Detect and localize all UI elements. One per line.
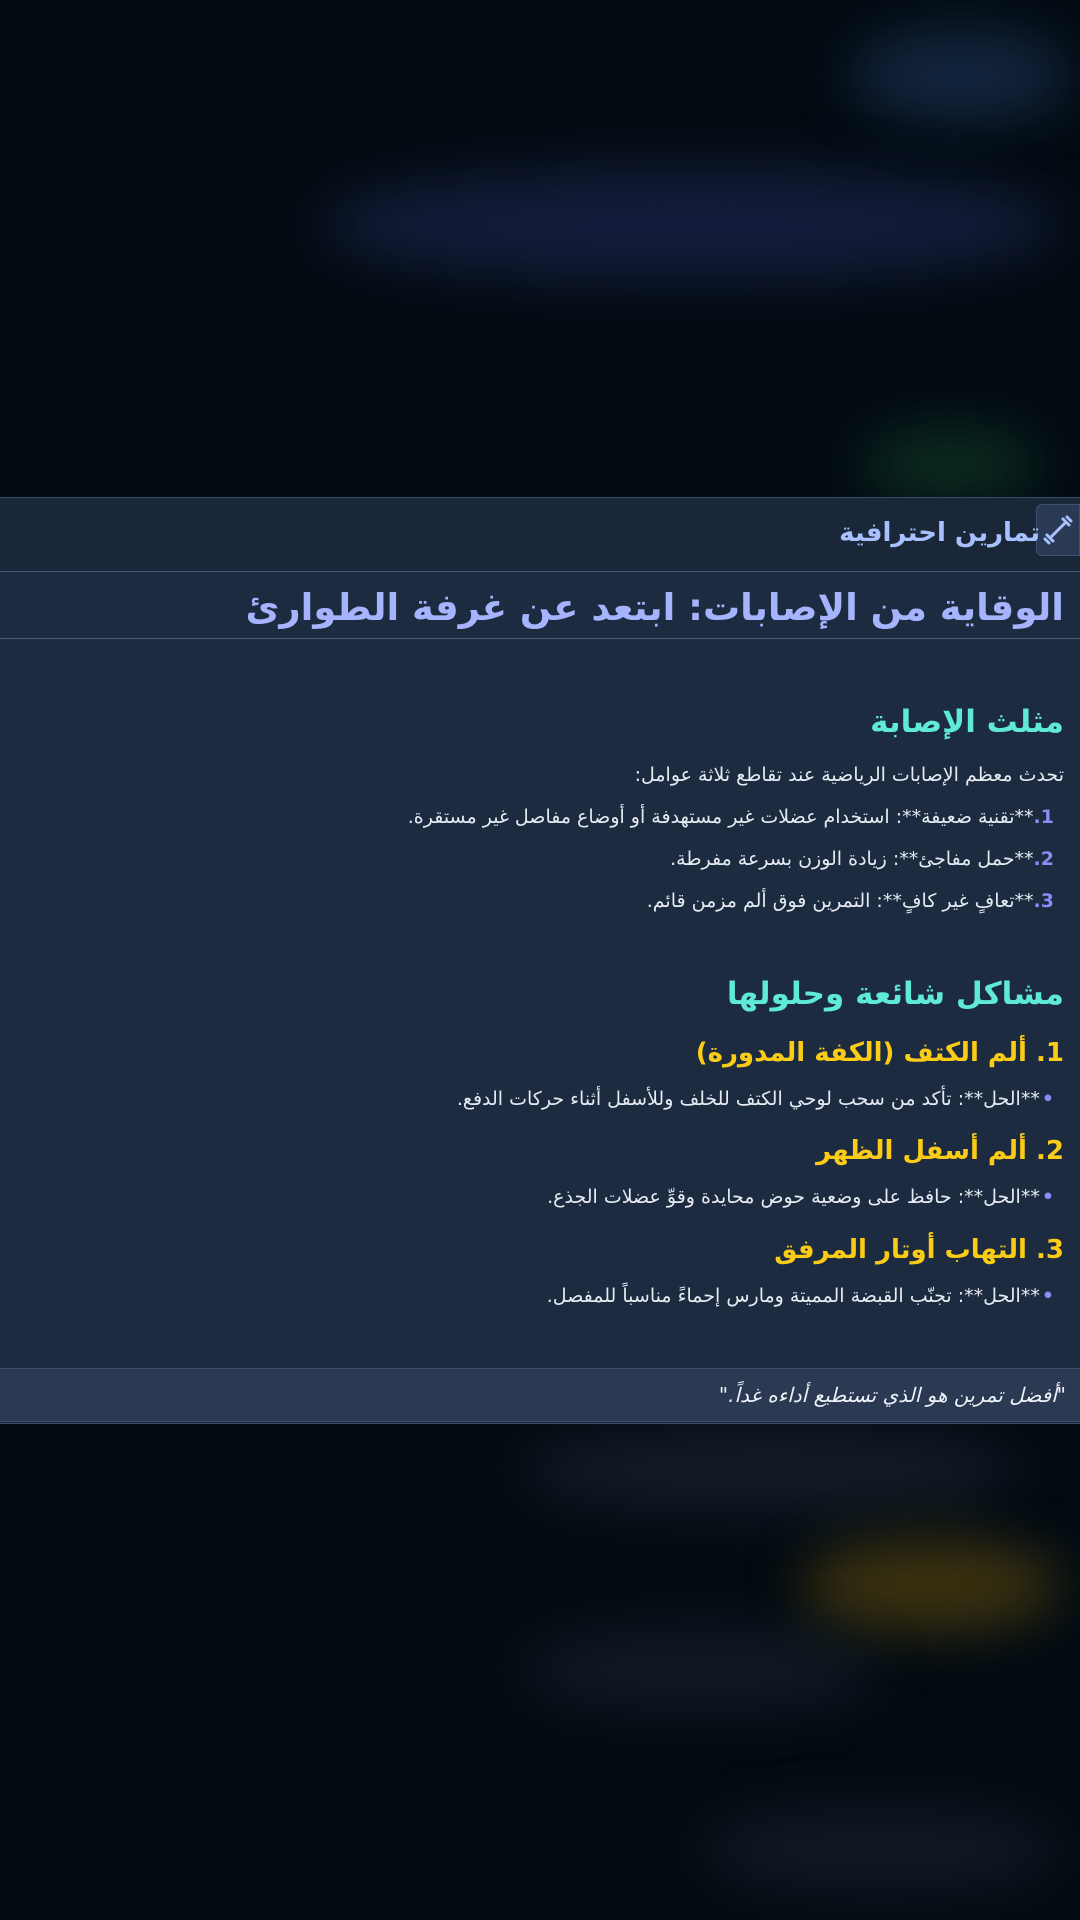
background-glow	[520, 1430, 1020, 1510]
background-glow	[700, 1810, 1060, 1890]
quote-box	[0, 1368, 1080, 1422]
background-glow	[520, 1630, 880, 1710]
background-glow	[850, 30, 1070, 120]
list-number: 1.	[1033, 806, 1054, 828]
solution-item	[547, 1186, 1054, 1208]
problem-heading-shoulder: 1. ألم الكتف (الكفة المدورة)	[695, 1038, 1064, 1068]
background-glow	[320, 170, 1060, 280]
title-divider	[0, 638, 1080, 639]
background-glow	[860, 430, 1040, 500]
solution-text: **الحل**: حافظ على وضعية حوض محايدة وقوِّ عضلات الجذع.	[547, 1186, 1040, 1208]
page-title: الوقاية من الإصابات: ابتعد عن غرفة الطوارئ	[245, 586, 1064, 629]
section-heading-common-problems: مشاكل شائعة وحلولها	[726, 976, 1064, 1012]
dumbbell-icon[interactable]	[1036, 504, 1080, 556]
list-item	[408, 806, 1054, 828]
article-header	[0, 498, 1080, 572]
list-item-text: **حمل مفاجئ**: زيادة الوزن بسرعة مفرطة.	[670, 848, 1034, 870]
brand-title[interactable]: تمارين احترافية	[839, 518, 1040, 548]
quote-text: "أفضل تمرين هو الذي تستطيع أداءه غداً."	[718, 1383, 1066, 1407]
list-item	[647, 890, 1054, 912]
bullet-marker: •	[1041, 1088, 1054, 1110]
solution-text: **الحل**: تأكد من سحب لوحي الكتف للخلف وللأسفل أثناء حركات الدفع.	[456, 1088, 1040, 1110]
list-number: 2.	[1033, 848, 1054, 870]
solution-text: **الحل**: تجنّب القبضة المميتة ومارس إحماءً مناسباً للمفصل.	[546, 1285, 1040, 1307]
list-number: 3.	[1033, 890, 1054, 912]
article-card	[0, 497, 1080, 1424]
solution-item	[547, 1285, 1054, 1307]
solution-item	[457, 1088, 1054, 1110]
section-heading-injury-triangle: مثلث الإصابة	[870, 704, 1064, 740]
bullet-marker: •	[1041, 1186, 1054, 1208]
list-item-text: **تقنية ضعيفة**: استخدام عضلات غير مستهدفة أو أوضاع مفاصل غير مستقرة.	[407, 806, 1034, 828]
bullet-marker: •	[1041, 1285, 1054, 1307]
section-intro: تحدث معظم الإصابات الرياضية عند تقاطع ثلاثة عوامل:	[634, 764, 1064, 786]
problem-heading-elbow: 3. التهاب أوتار المرفق	[774, 1235, 1064, 1265]
list-item	[670, 848, 1054, 870]
list-item-text: **تعافٍ غير كافٍ**: التمرين فوق ألم مزمن قائم.	[646, 890, 1034, 912]
problem-heading-lower-back: 2. ألم أسفل الظهر	[816, 1136, 1064, 1166]
background-glow	[800, 1540, 1060, 1630]
